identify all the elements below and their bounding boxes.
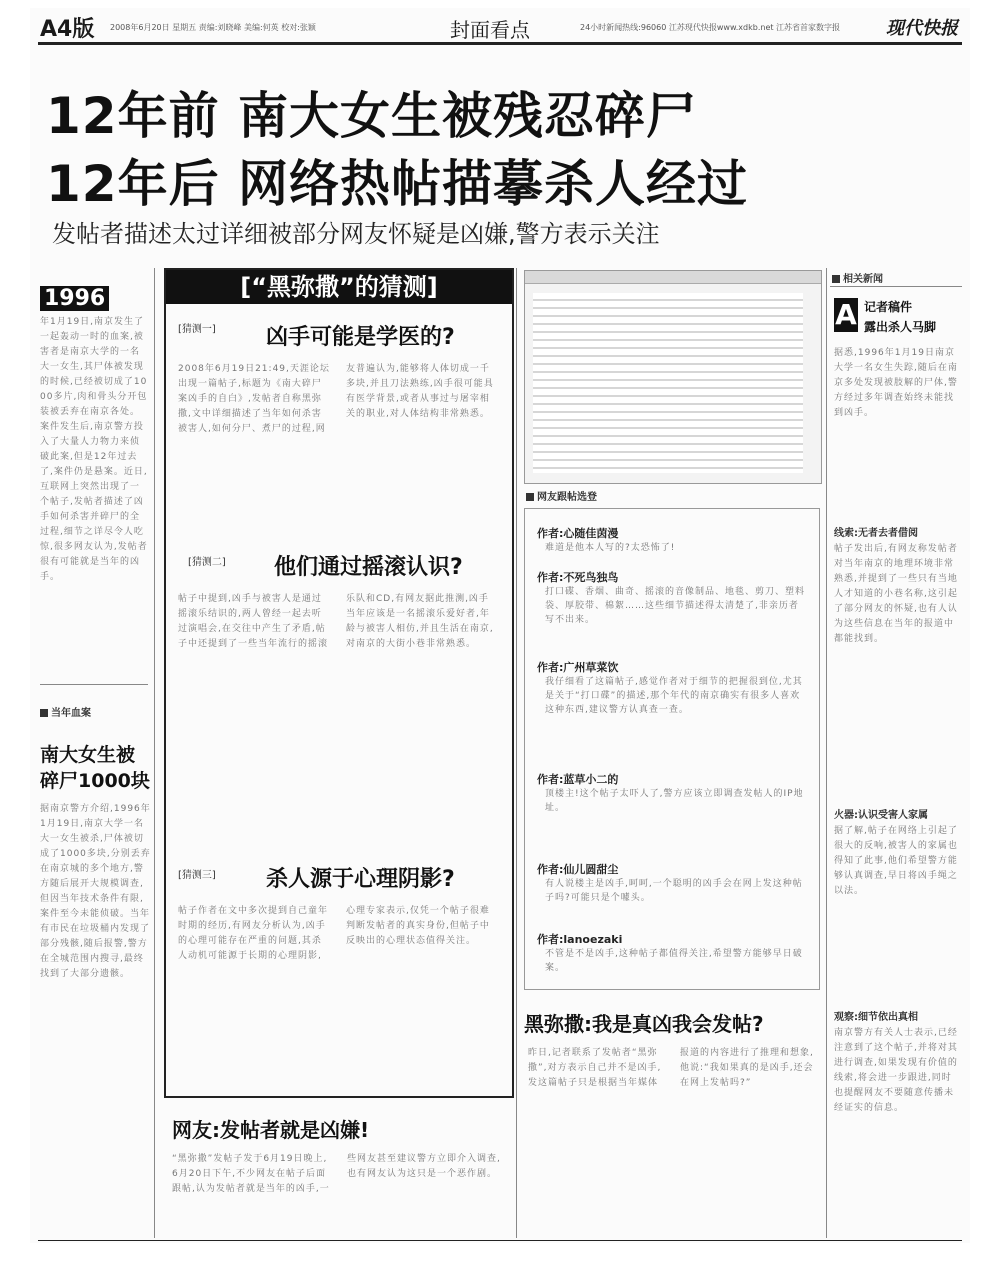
section-title: 封面看点 [450, 18, 530, 42]
drop-cap-letter: A [835, 298, 857, 331]
column-divider-2 [516, 268, 517, 1238]
lead-year: 1996 [40, 286, 109, 311]
related-text: 据南京警方介绍,1996年1月19日,南京大学一名大一女生被杀,尸体被切成了1000多块,分别丢弃在南京城的多个地方,警方随后展开大规模调查,但因当年技术条件有限,案件至今未能侦破。当年有市民在垃圾桶内发现了部分残骸,随后报警,警方在全城范围内搜寻,最终找到了大部分遗骸。 [40, 804, 151, 979]
subheadline: 发帖者描述太过详细被部分网友怀疑是凶嫌,警方表示关注 [52, 220, 660, 248]
forum-screenshot [524, 270, 822, 484]
guess-1-tag: [猜测一] [178, 324, 216, 335]
right-tag-rule [830, 286, 962, 287]
column-divider-1 [154, 268, 155, 1238]
center-bottom-text: “黑弥撒”发帖子发于6月19日晚上,6月20日下午,不少网友在帖子后面跟帖,认为发帖者就是当年的凶手,一些网友甚至建议警方立即介入调查,也有网友认为这只是一个恶作剧。 [172, 1154, 501, 1194]
post-5-author: 作者:仙儿圆甜尘 [537, 863, 619, 876]
right-box-title-2: 露出杀人马脚 [864, 320, 937, 334]
right-section-3-text: 南京警方有关人士表示,已经注意到了这个帖子,并将对其进行调查,如果发现有价值的线索,将会进一步跟进,同时也提醒网友不要随意传播未经证实的信息。 [834, 1028, 958, 1113]
post-1-body: 难道是他本人写的?太恐怖了! [545, 543, 676, 553]
column-divider-3 [826, 268, 827, 1238]
guess-banner: [“黑弥撒”的猜测] [166, 270, 512, 304]
guess-2-tag: [猜测二] [188, 557, 226, 568]
lead-text: 年1月19日,南京发生了一起轰动一时的血案,被害者是南京大学的一名大一女生,其尸体被发现的时候,已经被切成了1000多片,肉和骨头分开包装被丢弃在南京各处。案件发生后,南京警方投入了大量人力物力来侦破此案,但是12年过去了,案件仍是悬案。近日,互联网上突然出现了一个帖子,发帖者描述了凶手如何杀害并碎尸的全过程,细节之详尽令人吃惊,很多网友认为,发帖者很有可能就是当年的凶手。 [40, 317, 148, 582]
post-4-author: 作者:蓝草小二的 [537, 773, 619, 786]
right-tag-label: 相关新闻 [843, 274, 883, 285]
post-6-body: 不管是不是凶手,这种帖子都值得关注,希望警方能够早日破案。 [545, 949, 803, 973]
headline-line-1: 12年前 南大女生被残忍碎尸 [46, 87, 697, 145]
related-tag [40, 704, 91, 719]
guess-2-text: 帖子中提到,凶手与被害人是通过摇滚乐结识的,两人曾经一起去听过演唱会,在交往中产生了矛盾,帖子中还提到了一些当年流行的摇滚乐队和CD,有网友据此推测,凶手当年应该是一名摇滚乐爱好者,年龄与被害人相仿,并且生活在南京,对南京的大街小巷非常熟悉。 [178, 594, 494, 649]
related-tag-label: 当年血案 [51, 708, 91, 719]
guess-3-tag: [猜测三] [178, 870, 216, 881]
right-section-2-text: 据了解,帖子在网络上引起了很大的反响,被害人的家属也得知了此事,他们希望警方能够认真调查,早日将凶手绳之以法。 [834, 826, 958, 896]
header-rule [38, 42, 962, 45]
guess-2-title: 他们通过摇滚认识? [274, 555, 463, 580]
tag-square-icon [40, 709, 48, 717]
right-box-title-1: 记者稿件 [864, 300, 913, 314]
guess-3-text: 帖子作者在文中多次提到自己童年时期的经历,有网友分析认为,凶手的心理可能存在严重的问题,其杀人动机可能源于长期的心理阴影,心理专家表示,仅凭一个帖子很难判断发帖者的真实身份,但帖子中反映出的心理状态值得关注。 [178, 906, 490, 961]
related-title: 南大女生被碎尸1000块 [40, 744, 150, 792]
tag-square-icon [526, 493, 534, 501]
forum-tag-label: 网友跟帖选登 [537, 492, 597, 503]
post-2-author: 作者:不死鸟独鸟 [537, 571, 619, 584]
forum-titlebar [525, 271, 821, 284]
guess-1-text: 2008年6月19日21:49,天涯论坛出现一篇帖子,标题为《南大碎尸案凶手的自白》,发帖者自称黑弥撒,文中详细描述了当年如何杀害被害人,如何分尸、煮尸的过程,网友普遍认为,能够将人体切成一千多块,并且刀法熟练,凶手很可能具有医学背景,或者从事过与屠宰相关的职业,对人体结构非常熟悉。 [178, 364, 494, 434]
date-line: 2008年6月20日 星期五 责编:刘晓峰 美编:何英 校对:张颖 [110, 23, 316, 32]
forum-tag [526, 488, 597, 503]
footer-rule [38, 1240, 962, 1241]
newspaper-logo: 现代快报 [886, 18, 958, 39]
edition-label: A4版 [40, 17, 95, 42]
guess-1-title: 凶手可能是学医的? [266, 325, 455, 350]
post-3-author: 作者:广州草菜饮 [537, 661, 619, 674]
left-divider [40, 684, 148, 685]
right-intro: 据悉,1996年1月19日南京大学一名女生失踪,随后在南京多处发现被肢解的尸体,警方经过多年调查始终未能找到凶手。 [834, 348, 958, 418]
tag-square-icon [832, 275, 840, 283]
right-section-1-head: 线索:无者去者借阅 [834, 528, 918, 539]
right-tag [832, 270, 883, 285]
post-2-body: 打口碟、香烟、曲奇、摇滚的音像制品、地毯、剪刀、塑料袋、厚胶带、棉絮……这些细节描述得太清楚了,非亲历者写不出来。 [545, 587, 806, 625]
right-section-3-head: 观察:细节依出真相 [834, 1012, 918, 1023]
forum-posts [524, 508, 820, 990]
post-3-body: 我仔细看了这篇帖子,感觉作者对于细节的把握很到位,尤其是关于“打口碟”的描述,那个年代的南京确实有很多人喜欢这种东西,建议警方认真查一查。 [545, 677, 803, 715]
forum-bottom-title: 黑弥撒:我是真凶我会发帖? [524, 1012, 764, 1036]
newspaper-page [30, 8, 970, 1243]
post-6-author: 作者:lanoezaki [537, 933, 623, 946]
post-1-author: 作者:心随佳茵漫 [537, 527, 619, 540]
left-column [40, 286, 151, 979]
post-5-body: 有人说楼主是凶手,呵呵,一个聪明的凶手会在网上发这种帖子吗?可能只是个噱头。 [545, 879, 803, 903]
forum-bottom-text: 昨日,记者联系了发帖者“黑弥撒”,对方表示自己并不是凶手,发这篇帖子只是根据当年媒体报道的内容进行了推理和想象,他说:“我如果真的是凶手,还会在网上发帖吗?” [528, 1048, 814, 1088]
guess-box [164, 268, 514, 1098]
post-4-body: 顶楼主!这个帖子太吓人了,警方应该立即调查发帖人的IP地址。 [545, 789, 804, 813]
right-section-1-text: 帖子发出后,有网友称发帖者对当年南京的地理环境非常熟悉,并提到了一些只有当地人才知道的小巷名称,这引起了部分网友的怀疑,也有人认为这些信息在当年的报道中都能找到。 [834, 544, 958, 644]
contact-line: 24小时新闻热线:96060 江苏现代快报www.xdkb.net 江苏省首家数字报 [580, 23, 841, 32]
guess-3-title: 杀人源于心理阴影? [266, 867, 455, 892]
headline-line-2: 12年后 网络热帖描摹杀人经过 [46, 155, 748, 213]
forum-content-image [533, 293, 803, 473]
center-bottom-title: 网友:发帖者就是凶嫌! [172, 1118, 370, 1142]
right-section-2-head: 火器:认识受害人家属 [834, 810, 928, 821]
